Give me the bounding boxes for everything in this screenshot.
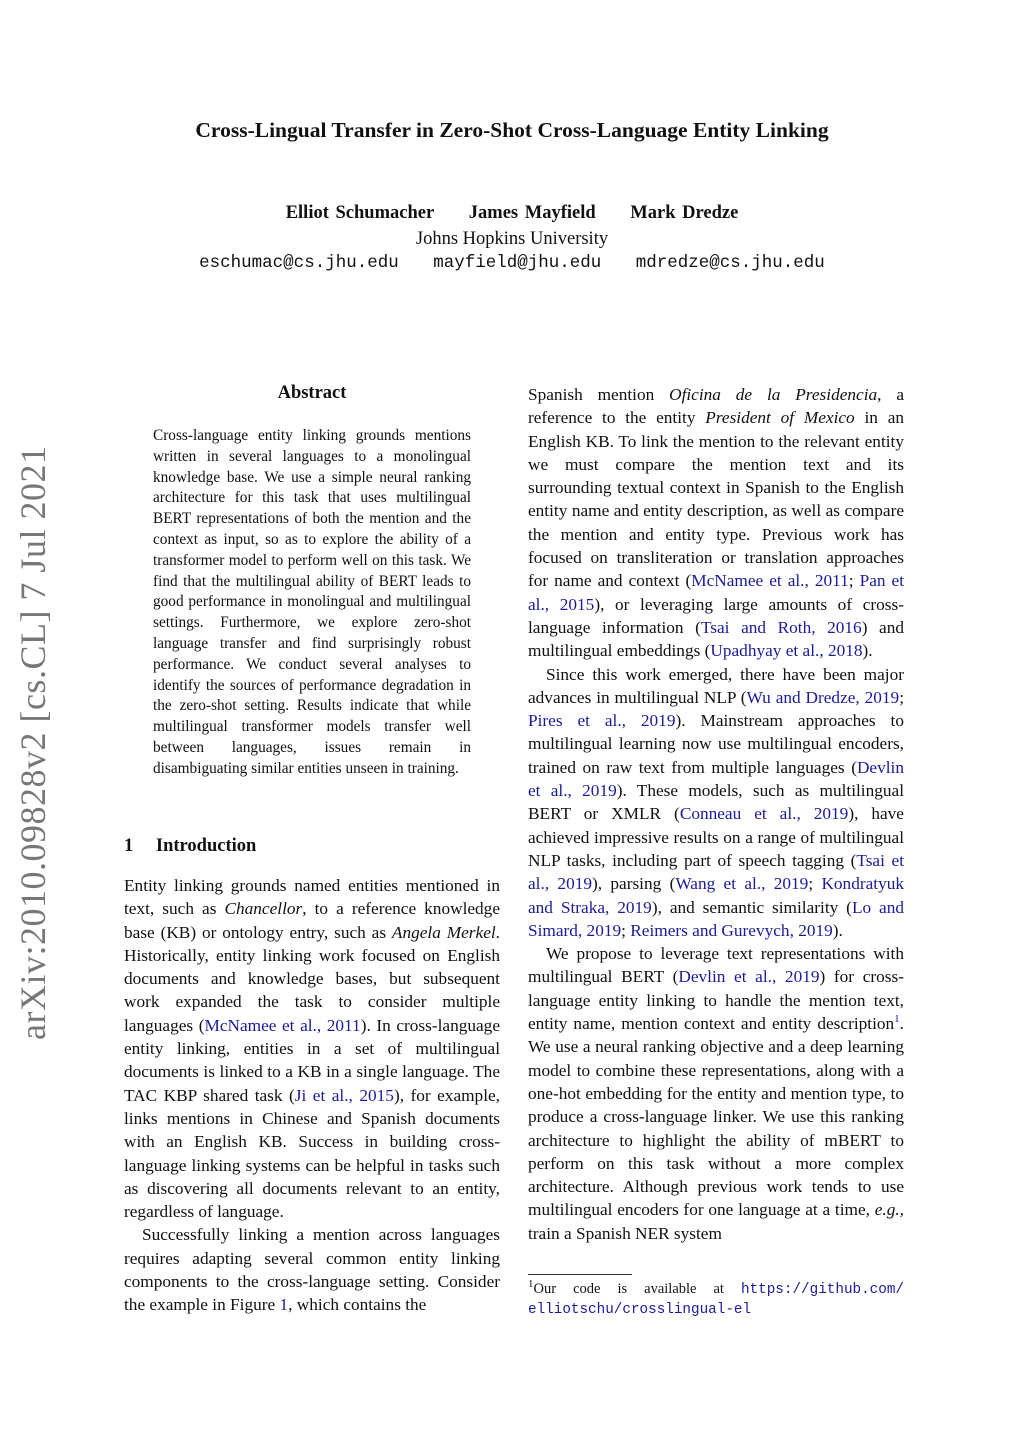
author-email: mayfield@jhu.edu bbox=[433, 253, 602, 273]
paragraph: Successfully linking a mention across languages requires adapting several common entity linking components to the cross-language setting. Consider the example in Figure 1, which contains the bbox=[124, 1225, 500, 1315]
citation-link[interactable]: Ji et al., 2015 bbox=[294, 1085, 394, 1105]
author-name: Mark Dredze bbox=[630, 203, 739, 223]
citation-link[interactable]: Conneau et al., 2019 bbox=[679, 804, 849, 824]
author-name: Elliot Schumacher bbox=[285, 203, 435, 223]
citation-link[interactable]: Wu and Dredze, 2019 bbox=[746, 687, 900, 707]
email-list bbox=[0, 253, 1024, 273]
paper-title: Cross-Lingual Transfer in Zero-Shot Cross-Language Entity Linking bbox=[195, 118, 829, 142]
abstract-text: Cross-language entity linking grounds mentions written in several languages to a monolingual knowledge base. We use a simple neural ranking architecture for this task that uses multilingual BERT representations of both the mention and the context as input, so as to explore the ability of a transformer model to perform well on this task. We find that the multilingual ability of BERT leads to good performance in monolingual and multilingual settings. Furthermore, we explore zero-shot language transfer and find surprisingly robust performance. We conduct several analyses to identify the sources of performance degradation in the zero-shot setting. Results indicate that while multilingual transformer models transfer well between languages, issues remain in disambiguating similar entities unseen in training. bbox=[153, 427, 471, 777]
author-list bbox=[0, 203, 1024, 224]
author-name: James Mayfield bbox=[468, 203, 596, 223]
paragraph: Spanish mention Oficina de la Presidencia, a reference to the entity President of Mexico in an English KB. To link the mention to the relevant entity we must compare the mention text and its surrounding textual context in Spanish to the English entity name and entity description, as well as compare the mention and entity type. Previous work has focused on transliteration or translation approaches for name and context (McNamee et al., 2011; Pan et al., 2015), or leveraging large amounts of cross-language information (Tsai and Roth, 2016) and multilingual embeddings (Upadhyay et al., 2018). bbox=[528, 385, 905, 661]
code-url-link[interactable]: elliotschu/crosslingual-el bbox=[528, 1302, 752, 1318]
affiliation: Johns Hopkins University bbox=[415, 229, 609, 249]
citation-link[interactable]: Devlin et al., 2019 bbox=[528, 757, 904, 801]
left-column-body bbox=[124, 874, 500, 1317]
citation-link[interactable]: Lo and Simard, 2019 bbox=[528, 897, 905, 940]
arxiv-identifier: arXiv:2010.09828v2 [cs.CL] 7 Jul 2021 bbox=[13, 445, 53, 1040]
citation-link[interactable]: Pan et al., 2015 bbox=[528, 571, 904, 614]
section-number: 1 bbox=[124, 836, 134, 856]
citation-link[interactable]: Tsai and Roth, 2016 bbox=[700, 617, 862, 637]
author-email: eschumac@cs.jhu.edu bbox=[199, 253, 399, 273]
section-heading bbox=[124, 836, 256, 857]
citation-link[interactable]: McNamee et al., 2011 bbox=[204, 1015, 361, 1035]
citation-link[interactable]: Tsai et al., 2019 bbox=[528, 850, 904, 894]
figure-link[interactable]: 1 bbox=[279, 1295, 289, 1315]
footnote-number: 1 bbox=[528, 1278, 534, 1291]
paragraph: We propose to leverage text representations with multilingual BERT (Devlin et al., 2019) for cross-language entity linking to handle the mention text, entity name, mention context and entity description$^1$. We use a neural ranking objective and a deep learning model to combine these representations, along with a one-hot embedding for the entity and mention type, to produce a cross-language linker. We use this ranking architecture to highlight the ability of mBERT to perform on this task without a more complex architecture. Although previous work tends to use multilingual encoders for one language at a time, e.g., train a Spanish NER system bbox=[528, 944, 904, 1243]
footnote-divider bbox=[528, 1274, 632, 1275]
citation-link[interactable]: McNamee et al., 2011 bbox=[691, 571, 849, 591]
citation-link[interactable]: Pires et al., 2019 bbox=[528, 711, 676, 731]
footnote-marker[interactable]: 1 bbox=[894, 1013, 900, 1026]
citation-link[interactable]: Kondratyuk and Straka, 2019 bbox=[528, 874, 904, 917]
citation-link[interactable]: Wang et al., 2019 bbox=[675, 874, 809, 894]
footnote: $^1$Our code is available at https://github.com/ elliotschu/crosslingual-el bbox=[528, 1278, 904, 1318]
section-title: Introduction bbox=[155, 836, 257, 856]
abstract-heading: Abstract bbox=[277, 383, 347, 403]
right-column-body bbox=[528, 383, 904, 1245]
code-url-link[interactable]: https://github.com/ bbox=[740, 1282, 904, 1298]
author-email: mdredze@cs.jhu.edu bbox=[635, 253, 825, 273]
citation-link[interactable]: Devlin et al., 2019 bbox=[678, 967, 820, 987]
paragraph: Since this work emerged, there have been major advances in multilingual NLP (Wu and Dredze, 2019; Pires et al., 2019). Mainstream approaches to multilingual learning now use multilingual encoders, trained on raw text from multiple languages (Devlin et al., 2019). These models, such as multilingual BERT or XMLR (Conneau et al., 2019), have achieved impressive results on a range of multilingual NLP tasks, including part of speech tagging (Tsai et al., 2019), parsing (Wang et al., 2019; Kondratyuk and Straka, 2019), and semantic similarity (Lo and Simard, 2019; Reimers and Gurevych, 2019). bbox=[528, 664, 905, 940]
citation-link[interactable]: Reimers and Gurevych, 2019 bbox=[630, 920, 833, 940]
paragraph: Entity linking grounds named entities mentioned in text, such as Chancellor, to a reference knowledge base (KB) or ontology entry, such as Angela Merkel. Historically, entity linking work focused on English documents and knowledge bases, but subsequent work expanded the task to consider multiple languages (McNamee et al., 2011). In cross-language entity linking, entities in a set of multilingual documents is linked to a KB in a single language. The TAC KBP shared task (Ji et al., 2015), for example, links mentions in Chinese and Spanish documents with an English KB. Success in building cross-language linking systems can be helpful in tasks such as discovering all documents relevant to an entity, regardless of language. bbox=[124, 876, 500, 1222]
citation-link[interactable]: Upadhyay et al., 2018 bbox=[710, 641, 863, 661]
